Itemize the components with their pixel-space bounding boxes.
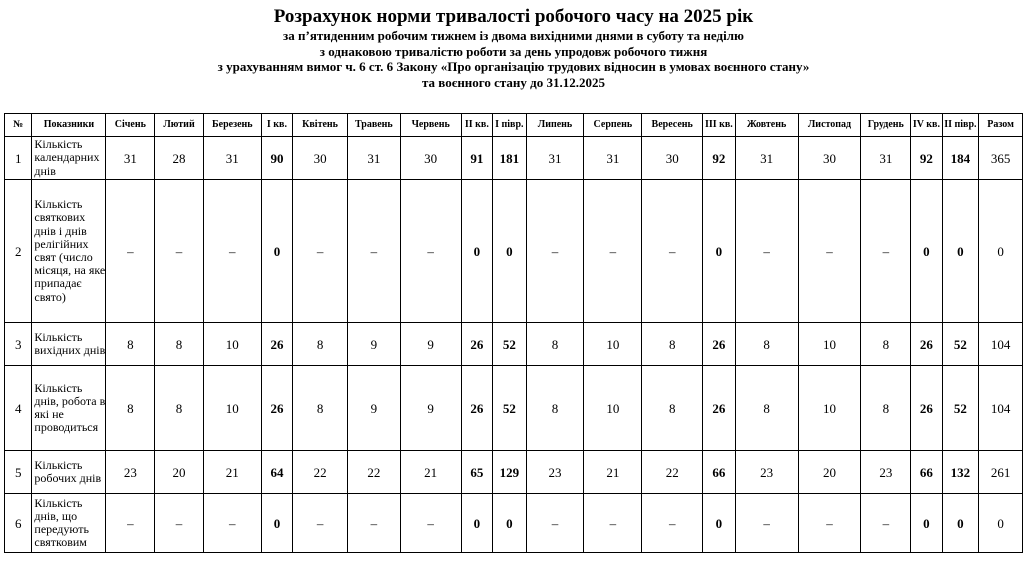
table-cell: –: [400, 494, 461, 553]
row-number: 6: [5, 494, 32, 553]
column-header: Лютий: [155, 114, 204, 137]
table-cell: 26: [703, 323, 735, 366]
table-cell: 8: [106, 366, 155, 451]
column-header: Травень: [347, 114, 400, 137]
table-cell: –: [526, 180, 584, 323]
table-cell: 8: [861, 366, 911, 451]
table-cell: 66: [911, 451, 942, 494]
table-cell: 8: [293, 323, 348, 366]
row-number: 3: [5, 323, 32, 366]
table-cell: 31: [584, 137, 642, 180]
table-cell: 10: [203, 323, 261, 366]
table-cell: –: [293, 180, 348, 323]
table-cell: –: [203, 494, 261, 553]
table-cell: 8: [155, 323, 204, 366]
table-cell: 64: [261, 451, 292, 494]
table-cell: –: [861, 494, 911, 553]
row-number: 2: [5, 180, 32, 323]
column-header: Липень: [526, 114, 584, 137]
table-cell: 31: [347, 137, 400, 180]
row-indicator-label: Кількість календарних днів: [32, 137, 106, 180]
table-cell: 21: [584, 451, 642, 494]
table-cell: 0: [911, 180, 942, 323]
table-cell: 0: [979, 494, 1023, 553]
table-cell: 129: [493, 451, 526, 494]
table-cell: 10: [798, 366, 861, 451]
table-cell: –: [347, 180, 400, 323]
table-cell: –: [735, 494, 798, 553]
table-row: [5, 451, 1023, 494]
column-header: Листопад: [798, 114, 861, 137]
table-cell: –: [155, 494, 204, 553]
table-cell: 22: [642, 451, 703, 494]
column-header: IV кв.: [911, 114, 942, 137]
table-cell: 0: [911, 494, 942, 553]
table-cell: 31: [735, 137, 798, 180]
table-cell: 22: [293, 451, 348, 494]
table-cell: 52: [493, 366, 526, 451]
row-indicator-label: Кількість робочих днів: [32, 451, 106, 494]
table-row: [5, 323, 1023, 366]
table-cell: 23: [526, 451, 584, 494]
table-cell: 8: [642, 366, 703, 451]
working-time-table: [4, 113, 1023, 553]
table-cell: 0: [979, 180, 1023, 323]
table-cell: 8: [735, 366, 798, 451]
table-cell: 30: [798, 137, 861, 180]
document-subtitle-line-3: з урахуванням вимог ч. 6 ст. 6 Закону «Про організацію трудових відносин в умовах воєнного стану»: [217, 59, 810, 74]
table-cell: 26: [261, 366, 292, 451]
row-number: 5: [5, 451, 32, 494]
table-cell: 21: [400, 451, 461, 494]
table-cell: 8: [642, 323, 703, 366]
table-cell: 8: [106, 323, 155, 366]
row-indicator-label: Кількість днів, робота в які не проводиться: [32, 366, 106, 451]
table-cell: –: [861, 180, 911, 323]
table-cell: 20: [798, 451, 861, 494]
column-header: ІІІ кв.: [703, 114, 735, 137]
table-cell: 0: [942, 494, 979, 553]
document-header: [0, 0, 1027, 90]
column-header: Квітень: [293, 114, 348, 137]
table-cell: 52: [942, 366, 979, 451]
table-cell: 92: [911, 137, 942, 180]
table-cell: 261: [979, 451, 1023, 494]
table-cell: 30: [400, 137, 461, 180]
table-cell: –: [526, 494, 584, 553]
document-subtitle-line-4: та воєнного стану до 31.12.2025: [421, 74, 606, 90]
table-cell: 26: [911, 366, 942, 451]
table-cell: –: [642, 180, 703, 323]
table-cell: 31: [526, 137, 584, 180]
table-cell: 10: [584, 366, 642, 451]
table-cell: 26: [911, 323, 942, 366]
table-cell: 184: [942, 137, 979, 180]
table-cell: 132: [942, 451, 979, 494]
row-indicator-label: Кількість днів, що передують святковим: [32, 494, 106, 553]
column-header: Серпень: [584, 114, 642, 137]
column-header: Червень: [400, 114, 461, 137]
table-cell: 20: [155, 451, 204, 494]
table-cell: 9: [347, 366, 400, 451]
table-cell: 92: [703, 137, 735, 180]
table-cell: 181: [493, 137, 526, 180]
table-row: [5, 366, 1023, 451]
table-cell: –: [642, 494, 703, 553]
column-header: ІІ кв.: [461, 114, 492, 137]
table-cell: –: [584, 180, 642, 323]
table-cell: 8: [861, 323, 911, 366]
table-cell: 66: [703, 451, 735, 494]
table-cell: 9: [347, 323, 400, 366]
table-cell: 91: [461, 137, 492, 180]
table-cell: –: [155, 180, 204, 323]
table-cell: 26: [461, 366, 492, 451]
table-cell: 10: [798, 323, 861, 366]
table-cell: 104: [979, 323, 1023, 366]
table-cell: 0: [261, 180, 292, 323]
table-body: [5, 137, 1023, 553]
table-cell: –: [735, 180, 798, 323]
table-cell: –: [798, 180, 861, 323]
table-cell: 0: [461, 494, 492, 553]
table-cell: 0: [261, 494, 292, 553]
table-cell: 31: [861, 137, 911, 180]
table-cell: 52: [942, 323, 979, 366]
row-number: 4: [5, 366, 32, 451]
column-header: №: [5, 114, 32, 137]
table-cell: 31: [106, 137, 155, 180]
table-cell: 10: [584, 323, 642, 366]
column-header: Березень: [203, 114, 261, 137]
table-cell: 26: [261, 323, 292, 366]
table-cell: –: [347, 494, 400, 553]
column-header: Жовтень: [735, 114, 798, 137]
table-row: [5, 137, 1023, 180]
table-cell: 21: [203, 451, 261, 494]
table-cell: –: [293, 494, 348, 553]
column-header: Січень: [106, 114, 155, 137]
table-cell: 8: [735, 323, 798, 366]
document-subtitle-line-1: за п’ятиденним робочим тижнем із двома вихідними днями в суботу та неділю: [283, 28, 744, 43]
table-cell: 365: [979, 137, 1023, 180]
document-subtitle-line-2: з однаковою тривалістю роботи за день упродовж робочого тижня: [319, 43, 708, 59]
table-cell: –: [203, 180, 261, 323]
table-cell: 26: [461, 323, 492, 366]
table-cell: 22: [347, 451, 400, 494]
table-cell: 30: [293, 137, 348, 180]
row-indicator-label: Кількість святкових днів і днів релігійних свят (число місяця, на яке припадає свято): [32, 180, 106, 323]
table-cell: 90: [261, 137, 292, 180]
table-cell: 0: [703, 494, 735, 553]
table-cell: –: [106, 180, 155, 323]
table-cell: 8: [526, 366, 584, 451]
table-cell: 8: [293, 366, 348, 451]
table-cell: 52: [493, 323, 526, 366]
row-number: 1: [5, 137, 32, 180]
table-cell: 9: [400, 366, 461, 451]
table-header-row: [5, 114, 1023, 137]
table-cell: 0: [942, 180, 979, 323]
table-row: [5, 494, 1023, 553]
table-cell: 104: [979, 366, 1023, 451]
table-cell: 8: [155, 366, 204, 451]
table-cell: 8: [526, 323, 584, 366]
table-cell: 9: [400, 323, 461, 366]
table-cell: 0: [493, 180, 526, 323]
table-row: [5, 180, 1023, 323]
table-cell: 0: [703, 180, 735, 323]
column-header: І кв.: [261, 114, 292, 137]
table-cell: 23: [861, 451, 911, 494]
column-header: І півр.: [493, 114, 526, 137]
document-title: Розрахунок норми тривалості робочого часу на 2025 рік: [273, 6, 754, 27]
column-header: Показники: [32, 114, 106, 137]
column-header: Грудень: [861, 114, 911, 137]
table-cell: 0: [461, 180, 492, 323]
column-header: ІІ півр.: [942, 114, 979, 137]
column-header: Разом: [979, 114, 1023, 137]
table-cell: –: [106, 494, 155, 553]
row-indicator-label: Кількість вихідних днів: [32, 323, 106, 366]
table-cell: –: [400, 180, 461, 323]
table-cell: 26: [703, 366, 735, 451]
table-cell: –: [798, 494, 861, 553]
table-cell: 10: [203, 366, 261, 451]
table-cell: 23: [735, 451, 798, 494]
table-cell: –: [584, 494, 642, 553]
table-cell: 0: [493, 494, 526, 553]
table-cell: 28: [155, 137, 204, 180]
column-header: Вересень: [642, 114, 703, 137]
table-cell: 65: [461, 451, 492, 494]
table-cell: 23: [106, 451, 155, 494]
table-cell: 31: [203, 137, 261, 180]
table-cell: 30: [642, 137, 703, 180]
